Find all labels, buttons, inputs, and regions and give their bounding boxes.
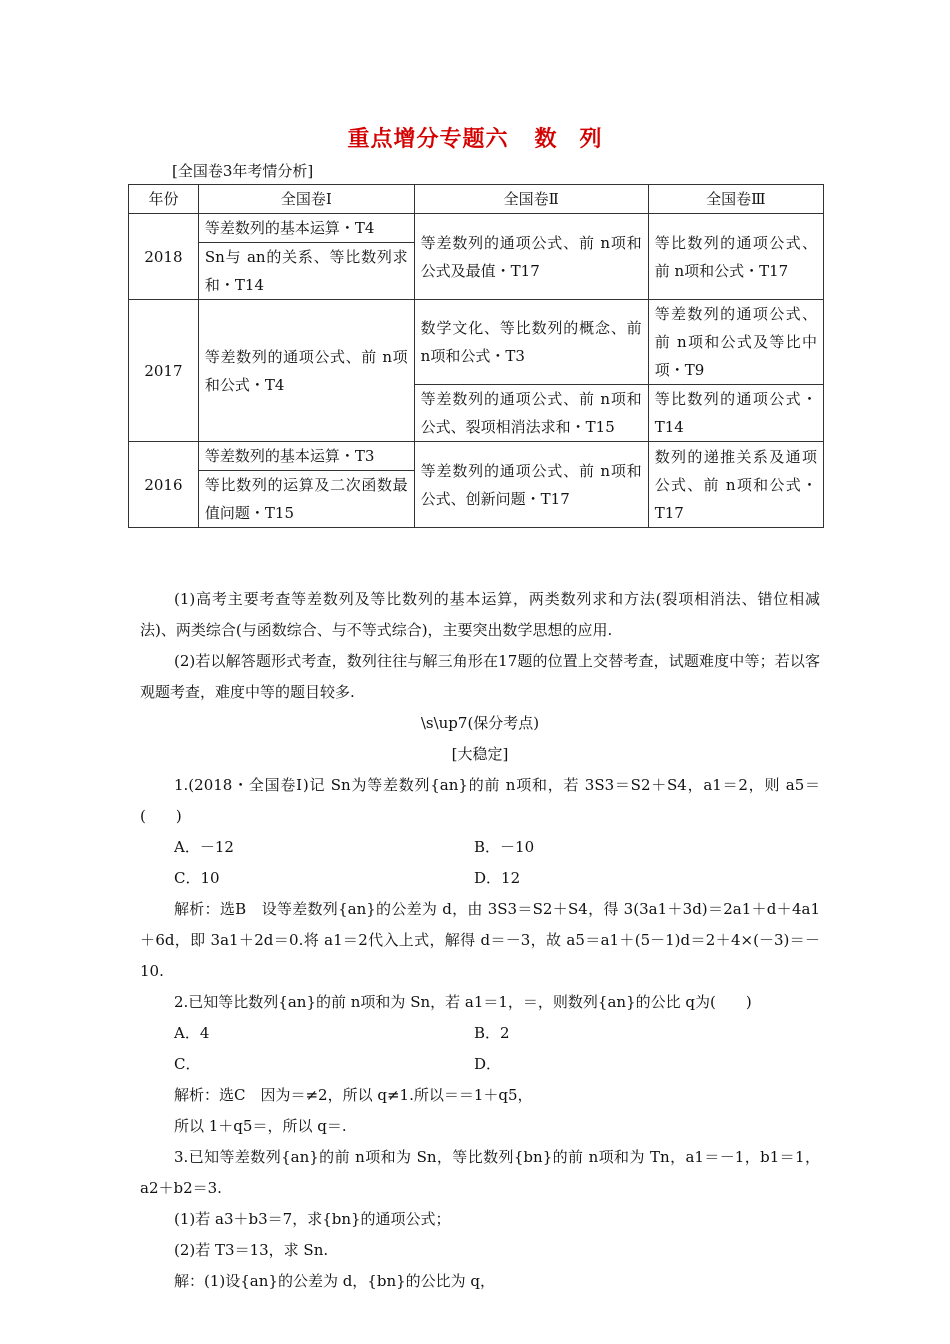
year-cell: 2018 <box>129 214 199 300</box>
cell-2017-3b: 等比数列的通项公式・T14 <box>648 385 823 442</box>
exam-analysis-table <box>128 184 824 528</box>
question-2-options-cd <box>140 1049 820 1080</box>
question-3-stem: 3.已知等差数列{an}的前 n项和为 Sn，等比数列{bn}的前 n项和为 Tn，a1＝－1，b1＝1，a2＋b2＝3. <box>140 1148 820 1197</box>
cell-2016-2: 等差数列的通项公式、前 n项和公式、创新问题・T17 <box>414 442 648 528</box>
cell-2018-2: 等差数列的通项公式、前 n项和公式及最值・T17 <box>414 214 648 300</box>
cell-2017-2a: 数学文化、等比数列的概念、前 n项和公式・T3 <box>414 300 648 385</box>
page-title: 重点增分专题六 数 列 <box>347 126 603 152</box>
question-3-part-2: (2)若 T3＝13，求 Sn. <box>174 1241 329 1259</box>
header-paper-2: 全国卷Ⅱ <box>414 185 648 214</box>
option-c: C． <box>174 1055 201 1073</box>
cell-2018-3: 等比数列的通项公式、前 n项和公式・T17 <box>648 214 823 300</box>
table-caption: [全国卷3年考情分析] <box>172 162 314 180</box>
question-3-solution: 解：(1)设{an}的公差为 d，{bn}的公比为 q， <box>174 1272 496 1290</box>
year-cell: 2016 <box>129 442 199 528</box>
question-1-stem: 1.(2018・全国卷Ⅰ)记 Sn为等差数列{an}的前 n项和，若 3S3＝S2＋S4，a1＝2，则 a5＝( ) <box>140 776 820 825</box>
option-c: C．10 <box>174 869 220 887</box>
option-b: B．2 <box>474 1024 510 1042</box>
question-1-options-ab <box>140 832 820 863</box>
header-paper-3: 全国卷Ⅲ <box>648 185 823 214</box>
cell-2017-1: 等差数列的通项公式、前 n项和公式・T4 <box>198 300 414 442</box>
cell-2017-2b: 等差数列的通项公式、前 n项和公式、裂项相消法求和・T15 <box>414 385 648 442</box>
option-b: B．－10 <box>474 838 535 856</box>
question-1-solution: 解析：选B 设等差数列{an}的公差为 d，由 3S3＝S2＋S4，得 3(3a1＋3d)＝2a1＋d＋4a1＋6d，即 3a1＋2d＝0.将 a1＝2代入上式，解得 d＝－3，故 a5＝a1＋(5－1)d＝2＋4×(－3)＝－10. <box>140 900 820 980</box>
cell-2018-1a: 等差数列的基本运算・T4 <box>198 214 414 243</box>
question-2-stem: 2.已知等比数列{an}的前 n项和为 Sn，若 a1＝1，＝，则数列{an}的公比 q为( ) <box>174 993 752 1011</box>
section-heading: \s\up7(保分考点) <box>420 714 540 732</box>
option-d: D．12 <box>474 869 521 887</box>
table-row <box>129 300 824 385</box>
question-2-solution: 解析：选C 因为＝≠2，所以 q≠1.所以＝＝1＋q5， <box>174 1086 533 1104</box>
question-1-options-cd <box>140 863 820 894</box>
cell-2018-1b: Sn与 an的关系、等比数列求和・T14 <box>198 243 414 300</box>
cell-2016-3: 数列的递推关系及通项公式、前 n项和公式・T17 <box>648 442 823 528</box>
analysis-paragraph: (1)高考主要考查等差数列及等比数列的基本运算，两类数列求和方法(裂项相消法、错位相减法)、两类综合(与函数综合、与不等式综合)，主要突出数学思想的应用. <box>140 590 820 639</box>
table-header-row <box>129 185 824 214</box>
question-2-solution-cont: 所以 1＋q5＝，所以 q＝. <box>174 1117 347 1135</box>
cell-2016-1a: 等差数列的基本运算・T3 <box>198 442 414 471</box>
question-2-options-ab <box>140 1018 820 1049</box>
cell-2017-3a: 等差数列的通项公式、前 n项和公式及等比中项・T9 <box>648 300 823 385</box>
year-cell: 2017 <box>129 300 199 442</box>
option-a: A．4 <box>174 1024 210 1042</box>
table-row <box>129 214 824 243</box>
option-d: D． <box>474 1055 502 1073</box>
cell-2016-1b: 等比数列的运算及二次函数最值问题・T15 <box>198 471 414 528</box>
analysis-paragraph: (2)若以解答题形式考查，数列往往与解三角形在17题的位置上交替考查，试题难度中等；若以客观题考查，难度中等的题目较多. <box>140 652 820 701</box>
option-a: A．－12 <box>174 838 234 856</box>
subsection-heading: [大稳定] <box>451 745 509 763</box>
header-year: 年份 <box>129 185 199 214</box>
table-row <box>129 442 824 471</box>
header-paper-1: 全国卷Ⅰ <box>198 185 414 214</box>
question-3-part-1: (1)若 a3＋b3＝7，求{bn}的通项公式； <box>174 1210 451 1228</box>
document-body <box>140 584 820 1297</box>
